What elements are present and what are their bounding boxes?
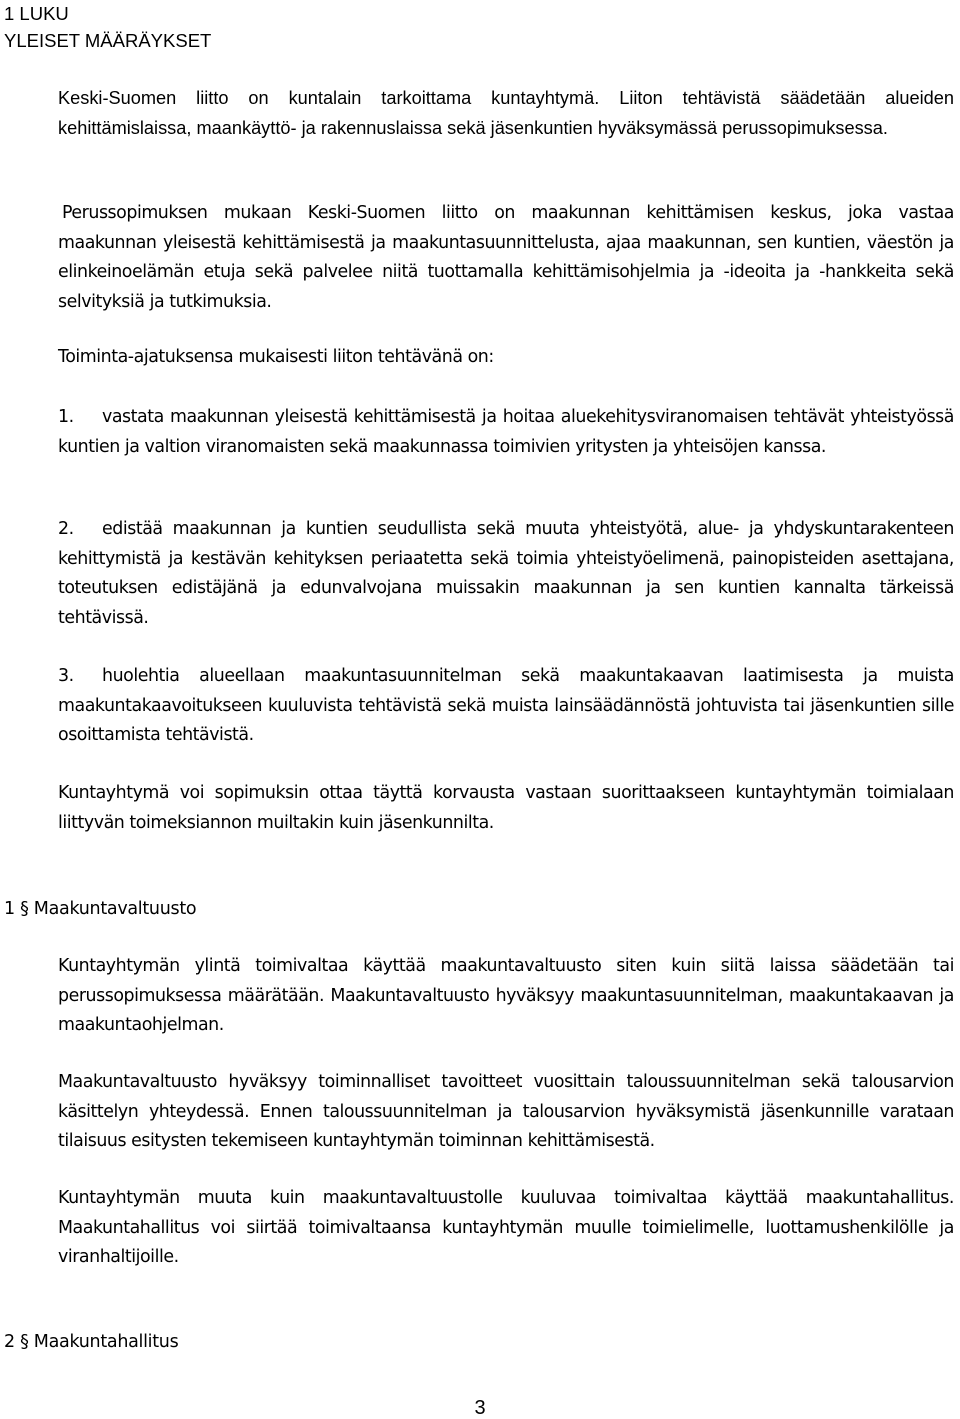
task-number: 1.	[58, 407, 74, 427]
task-number: 2.	[58, 519, 74, 539]
task-text: huolehtia alueellaan maakuntasuunnitelman sekä maakuntakaavan laatimisesta ja muista maakuntakaavoitukseen kuuluvista tehtävistä sekä muista lainsäädännöstä johtuvista tai jäsenkuntien sille osoittamista tehtävistä.	[58, 666, 954, 745]
tasks-intro: Toiminta-ajatuksensa mukaisesti liiton tehtävänä on:	[58, 347, 494, 367]
task-number: 3.	[58, 666, 74, 686]
section-2-heading: 2 § Maakuntahallitus	[4, 1332, 179, 1352]
task-item	[58, 403, 954, 462]
supplementary-paragraph: Kuntayhtymä voi sopimuksin ottaa täyttä korvausta vastaan suorittaakseen kuntayhtymän toimialaan liittyvän toimeksiannon muiltakin kuin jäsenkunnilta.	[58, 783, 954, 833]
section-1-paragraph: Kuntayhtymän muuta kuin maakuntavaltuustolle kuuluvaa toimivaltaa käyttää maakuntahallitus. Maakuntahallitus voi siirtää toimivaltaansa kuntayhtymän muulle toimielimelle, luottamushenkilölle ja viranhaltijoille.	[58, 1188, 954, 1267]
basic-agreement-paragraph: Perussopimuksen mukaan Keski-Suomen liitto on maakunnan kehittämisen keskus, joka vastaa maakunnan yleisestä kehittämisestä ja maakuntasuunnittelusta, ajaa maakunnan, sen kuntien, väestön ja elinkeinoelämän etuja sekä palvelee niitä tuottamalla kehittämisohjelmia ja -ideoita ja -hankkeita sekä selvityksiä ja tutkimuksia.	[58, 203, 954, 312]
task-item	[58, 515, 954, 633]
section-1-paragraph: Maakuntavaltuusto hyväksyy toiminnalliset tavoitteet vuosittain taloussuunnitelman sekä talousarvion käsittelyn yhteydessä. Ennen taloussuunnitelman ja talousarvion hyväksymistä jäsenkunnille varataan tilaisuus esitysten tekemiseen kuntayhtymän toiminnan kehittämisestä.	[58, 1072, 954, 1151]
chapter-number: 1 LUKU	[4, 3, 69, 24]
intro-paragraph: Keski-Suomen liitto on kuntalain tarkoittama kuntayhtymä. Liiton tehtävistä säädetään alueiden kehittämislaissa, maankäyttö- ja rakennuslaissa sekä jäsenkuntien hyväksymässä perussopimuksessa.	[58, 88, 954, 138]
task-text: vastata maakunnan yleisestä kehittämisestä ja hoitaa aluekehitysviranomaisen tehtävät yhteistyössä kuntien ja valtion viranomaisten sekä maakunnassa toimivien yritysten ja yhteisöjen kanssa.	[58, 407, 954, 457]
section-1-paragraph: Kuntayhtymän ylintä toimivaltaa käyttää maakuntavaltuusto siten kuin siitä laissa säädetään tai perussopimuksessa määrätään. Maakuntavaltuusto hyväksyy maakuntasuunnitelman, maakuntakaavan ja maakuntaohjelman.	[58, 956, 954, 1035]
task-text: edistää maakunnan ja kuntien seudullista sekä muuta yhteistyötä, alue- ja yhdyskuntarakenteen kehittymistä ja kestävän kehityksen periaatetta sekä toimia yhteistyöelimenä, painopisteiden asettajana, toteutuksen edistäjänä ja edunvalvojana muissakin maakunnan ja sen kuntien kannalta tärkeissä tehtävissä.	[58, 519, 954, 628]
page-number: 3	[474, 1397, 486, 1419]
section-1-heading: 1 § Maakuntavaltuusto	[4, 899, 197, 919]
task-item	[58, 662, 954, 751]
chapter-title: YLEISET MÄÄRÄYKSET	[4, 30, 212, 51]
